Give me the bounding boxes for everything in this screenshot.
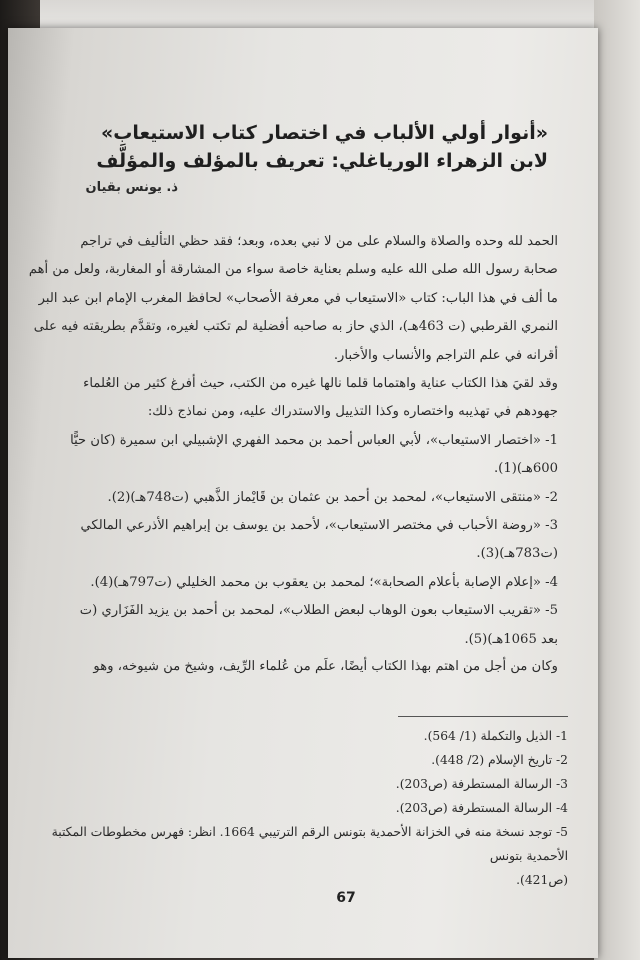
list-item: 3- «روضة الأحباب في مختصر الاستيعاب»، لأحمد بن يوسف بن إبراهيم الأذرعي المالكي <box>80 518 558 534</box>
list-item: بعد 1065هـ)(5). <box>464 631 558 647</box>
list-item: 4- «إعلام الإصابة بأعلام الصحابة»؛ لمحمد بن يعقوب بن محمد الخليلي (ت797هـ)(4). <box>90 574 558 590</box>
list-item: 2- «منتقى الاستيعاب»، لمحمد بن أحمد بن عثمان بن قَايْماز الذَّهبي (ت748هـ)(2). <box>107 489 558 505</box>
footnote: 4- الرسالة المستطرفة (ص203). <box>395 801 568 815</box>
body-line: النمري القرطبي (ت 463هـ)، الذي حاز به صاحبه أفضلية لم تكتب لغيره، وتقدَّم بطريقته فيه على <box>33 319 558 335</box>
list-item: 5- «تقريب الاستيعاب بعون الوهاب لبعض الطلاب»، لمحمد بن أحمد بن يزيد الفَزَاري (ت <box>79 603 558 619</box>
closing-line: وكان من أجل من اهتم بهذا الكتاب أيضًا، علَم من عُلماء الرِّيف، وشيخ من شيوخه، وهو <box>93 659 558 674</box>
list-item: 1- «اختصار الاستيعاب»، لأبي العباس أحمد بن محمد الفهري الإشبيلي ابن سميرة (كان حيًّا <box>70 432 558 448</box>
body-text <box>28 228 558 654</box>
body-line: الحمد لله وحده والصلاة والسلام على من لا نبي بعده، وبعد؛ فقد حظي التأليف في تراجم <box>80 234 558 249</box>
page-number: 67 <box>336 890 356 906</box>
list-item: (ت783هـ)(3). <box>476 546 558 562</box>
article-title-line1: «أنوار أولي الألباب في اختصار كتاب الاستيعاب» <box>101 122 548 144</box>
body-line: ما ألف في هذا الباب: كتاب «الاستيعاب في معرفة الأصحاب» لحافظ المغرب الإمام ابن عبد البر <box>38 290 558 306</box>
footnote: 2- تاريخ الإسلام (2/ 448). <box>431 753 568 767</box>
body-line: أقرانه في علم التراجم والأنساب والأخبار. <box>333 347 558 363</box>
footnote: (ص421). <box>516 873 568 887</box>
author-name: ذ. يونس بقيان <box>85 180 178 195</box>
book-page <box>8 28 598 958</box>
article-title-line2: لابن الزهراء الورياغلي: تعريف بالمؤلف والمؤلَّف <box>96 150 548 172</box>
body-line: صحابة رسول الله صلى الله عليه وسلم بعناية خاصة سواء من المشارقة أو المغاربة، ولعل من أهم <box>28 262 558 278</box>
footnote-divider <box>398 716 568 717</box>
footnote: 3- الرسالة المستطرفة (ص203). <box>395 777 568 791</box>
page-right-edge <box>594 0 640 960</box>
list-item: 600هـ)(1). <box>493 461 558 477</box>
footnote: 5- توجد نسخة منه في الخزانة الأحمدية بتونس الرقم الترتيبي 1664. انظر: فهرس مخطوطات المكتبة الأحمدية بتونس <box>51 825 568 863</box>
footnote: 1- الذيل والتكملة (1/ 564). <box>423 729 568 743</box>
footnotes <box>13 724 568 892</box>
body-line: جهودهم في تهذيبه واختصاره وكذا التذييل والاستدراك عليه، ومن نماذج ذلك: <box>147 404 558 420</box>
body-line: وقد لقيَ هذا الكتاب عناية واهتماما قلما نالها غيره من الكتب، حيث أفرغ كثير من العُلماء <box>83 376 558 392</box>
